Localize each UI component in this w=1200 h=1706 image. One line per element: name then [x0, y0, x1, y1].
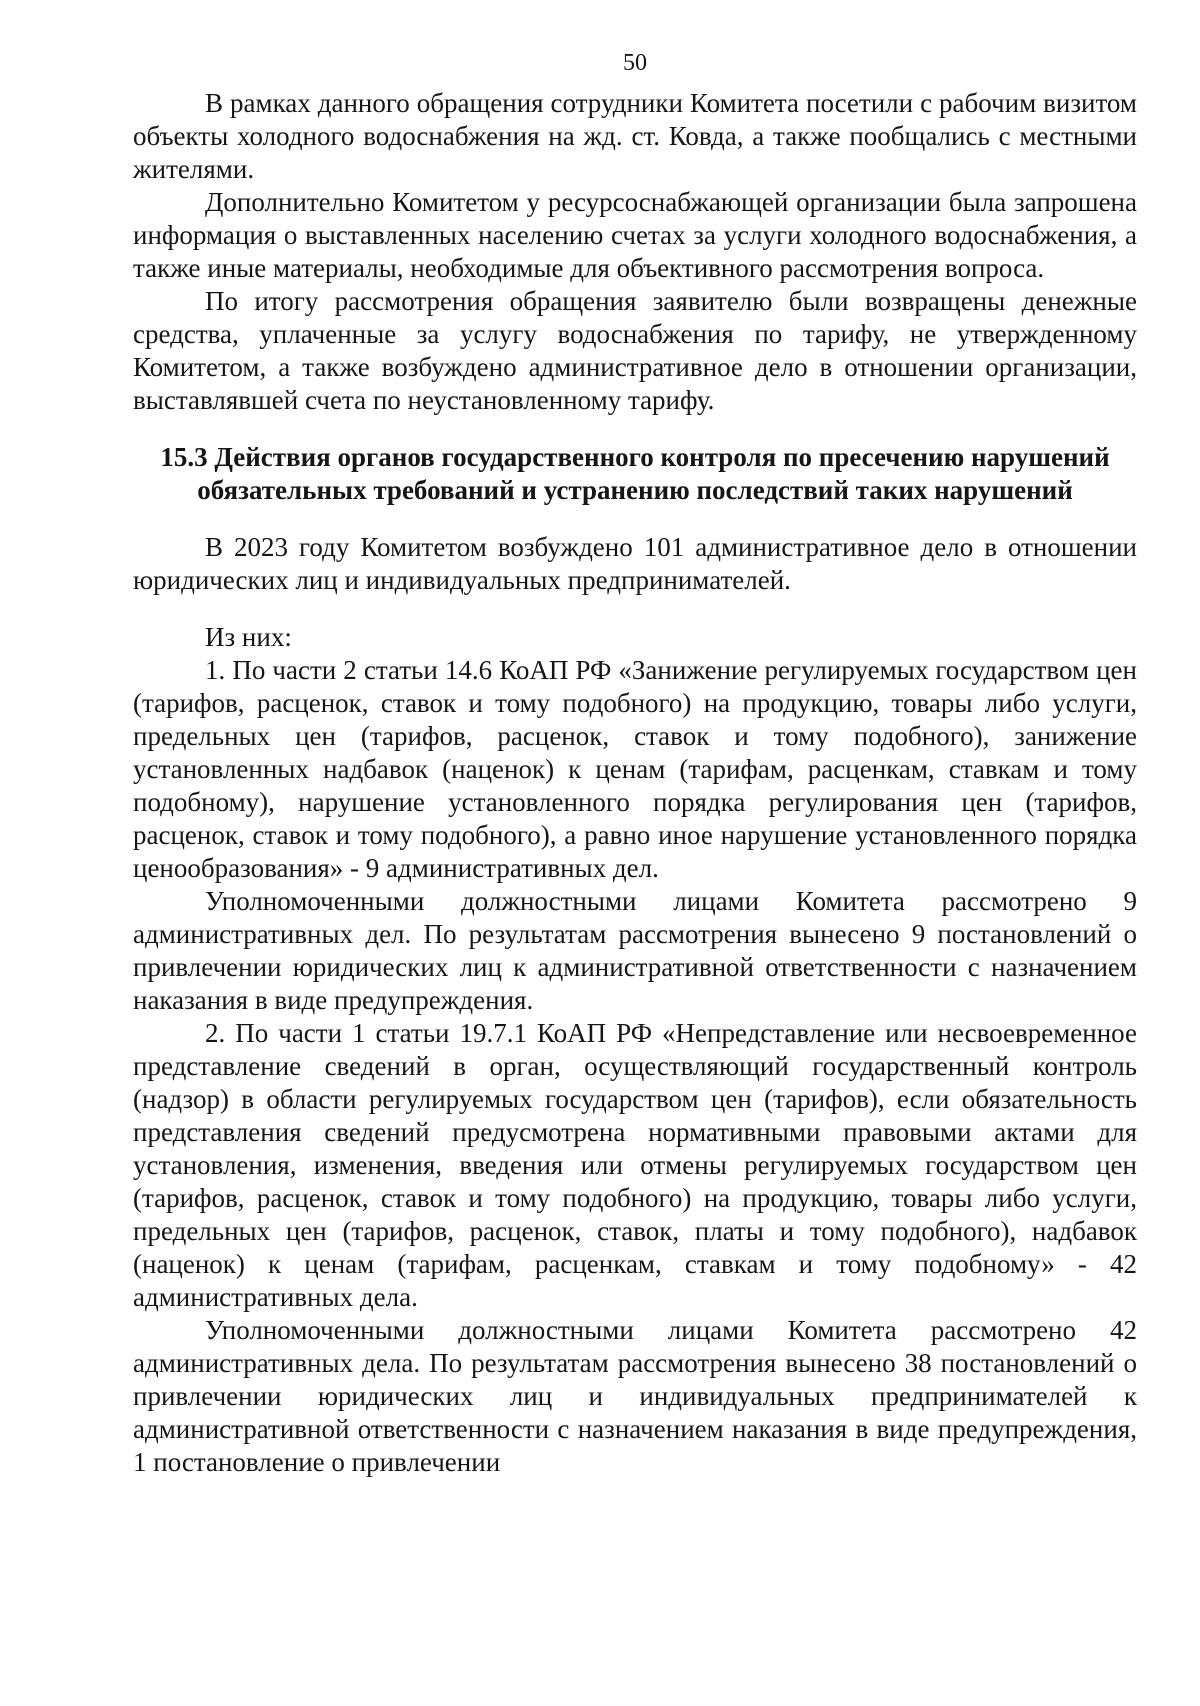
list-item-2-result: Уполномоченными должностными лицами Комитета рассмотрено 42 административных дела. По результатам рассмотрения вынесено 38 постановлений о привлечении юридических лиц и индивидуальных предпринимателей к административной ответственности с назначением наказания в виде предупреждения, 1 постановление о привлечении — [133, 1315, 1137, 1477]
list-item-2: 2. По части 1 статьи 19.7.1 КоАП РФ «Непредставление или несвоевременное представление сведений в орган, осуществляющий государственный контроль (надзор) в области регулируемых государством цен (тарифов), если обязательность представления сведений предусмотрена нормативными правовыми актами для установления, изменения, введения или отмены регулируемых государством цен (тарифов, расценок, ставок и тому подобного) на продукцию, товары либо услуги, предельных цен (тарифов, расценок, ставок, платы и тому подобного), надбавок (наценок) к ценам (тарифам, расценкам, ставкам и тому подобному» - 42 административных дела. — [133, 1018, 1137, 1312]
page-number: 50 — [623, 50, 647, 76]
document-page — [133, 48, 1137, 1479]
list-item-1-result: Уполномоченными должностными лицами Комитета рассмотрено 9 административных дел. По результатам рассмотрения вынесено 9 постановлений о привлечении юридических лиц к административной ответственности с назначением наказания в виде предупреждения. — [133, 886, 1137, 1015]
paragraph-result: По итогу рассмотрения обращения заявителю были возвращены денежные средства, уплаченные за услугу водоснабжения по тарифу, не утвержденному Комитетом, а также возбуждено административное дело в отношении организации, выставлявшей счета по неустановленному тарифу. — [133, 286, 1137, 415]
paragraph-info-request: Дополнительно Комитетом у ресурсоснабжающей организации была запрошена информация о выставленных населению счетах за услуги холодного водоснабжения, а также иные материалы, необходимые для объективного рассмотрения вопроса. — [133, 187, 1137, 283]
paragraph-of-them: Из них: — [205, 622, 292, 652]
paragraph-visit: В рамках данного обращения сотрудники Комитета посетили с рабочим визитом объекты холодного водоснабжения на жд. ст. Ковда, а также пообщались с местными жителями. — [133, 88, 1137, 184]
section-heading: 15.3 Действия органов государственного контроля по пресечению нарушений обязательных требований и устранению последствий таких нарушений — [160, 442, 1110, 505]
list-item-1: 1. По части 2 статьи 14.6 КоАП РФ «Занижение регулируемых государством цен (тарифов, расценок, ставок и тому подобного) на продукцию, товары либо услуги, предельных цен (тарифов, расценок, ставок и тому подобного), занижение установленных надбавок (наценок) к ценам (тарифам, расценкам, ставкам и тому подобному), нарушение установленного порядка регулирования цен (тарифов, расценок, ставок и тому подобного), а равно иное нарушение установленного порядка ценообразования» - 9 административных дел. — [133, 655, 1137, 883]
paragraph-intro: В 2023 году Комитетом возбуждено 101 административное дело в отношении юридических лиц и индивидуальных предпринимателей. — [133, 532, 1137, 595]
